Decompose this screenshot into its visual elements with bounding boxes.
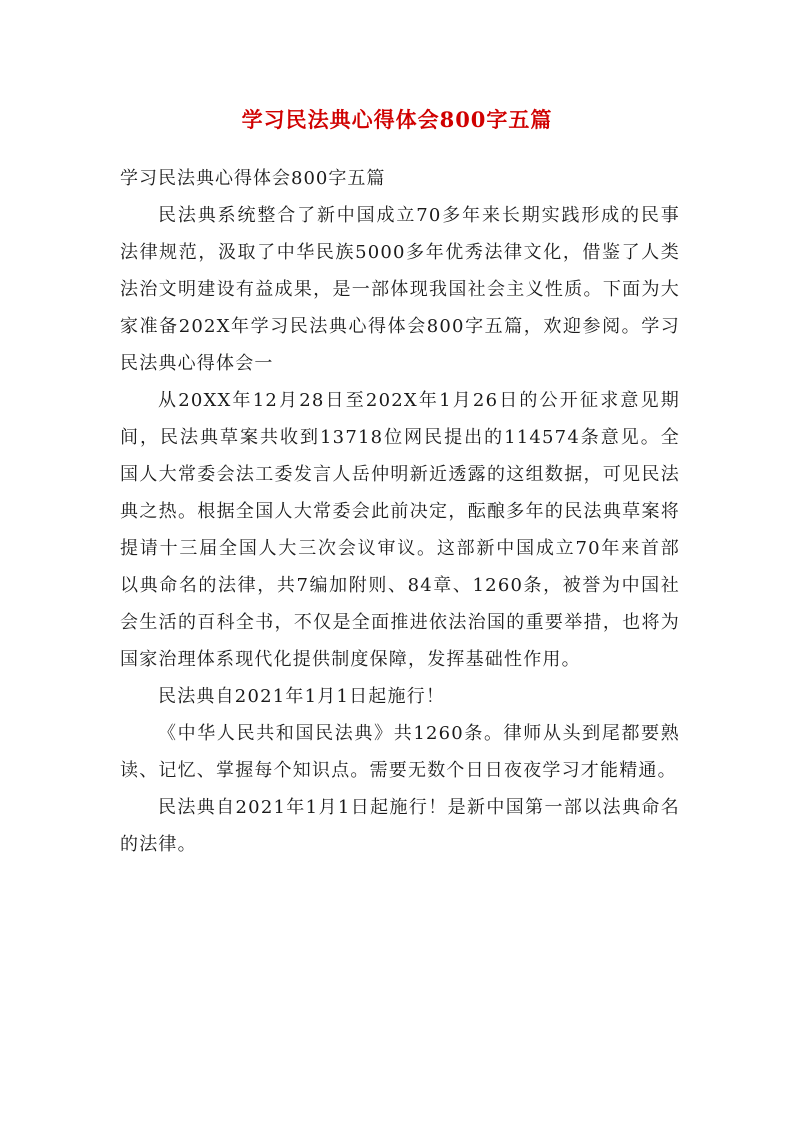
paragraph: 民法典系统整合了新中国成立70多年来长期实践形成的民事法律规范，汲取了中华民族5000多年优秀法律文化，借鉴了人类法治文明建设有益成果，是一部体现我国社会主义性质。下面为大家准备202X年学习民法典心得体会800字五篇，欢迎参阅。学习民法典心得体会一 — [120, 205, 680, 374]
paragraph: 从20XX年12月28日至202X年1月26日的公开征求意见期间，民法典草案共收到13718位网民提出的114574条意见。全国人大常委会法工委发言人岳仲明新近透露的这组数据，可见民法典之热。根据全国人大常委会此前决定，酝酿多年的民法典草案将提请十三届全国人大三次会议审议。这部新中国成立70年来首部以典命名的法律，共7编加附则、84章、1260条，被誉为中国社会生活的百科全书，不仅是全面推进依法治国的重要举措，也将为国家治理体系现代化提供制度保障，发挥基础性作用。 — [120, 390, 680, 670]
paragraph: 民法典自2021年1月1日起施行！ — [158, 686, 446, 707]
document-title: 学习民法典心得体会800字五篇 — [241, 107, 553, 132]
document-subtitle: 学习民法典心得体会800字五篇 — [120, 168, 386, 189]
paragraph: 《中华人民共和国民法典》共1260条。律师从头到尾都要熟读、记忆、掌握每个知识点。需要无数个日日夜夜学习才能精通。 — [120, 723, 680, 781]
document-body — [120, 160, 680, 863]
paragraph: 民法典自2021年1月1日起施行！是新中国第一部以法典命名的法律。 — [120, 797, 680, 855]
